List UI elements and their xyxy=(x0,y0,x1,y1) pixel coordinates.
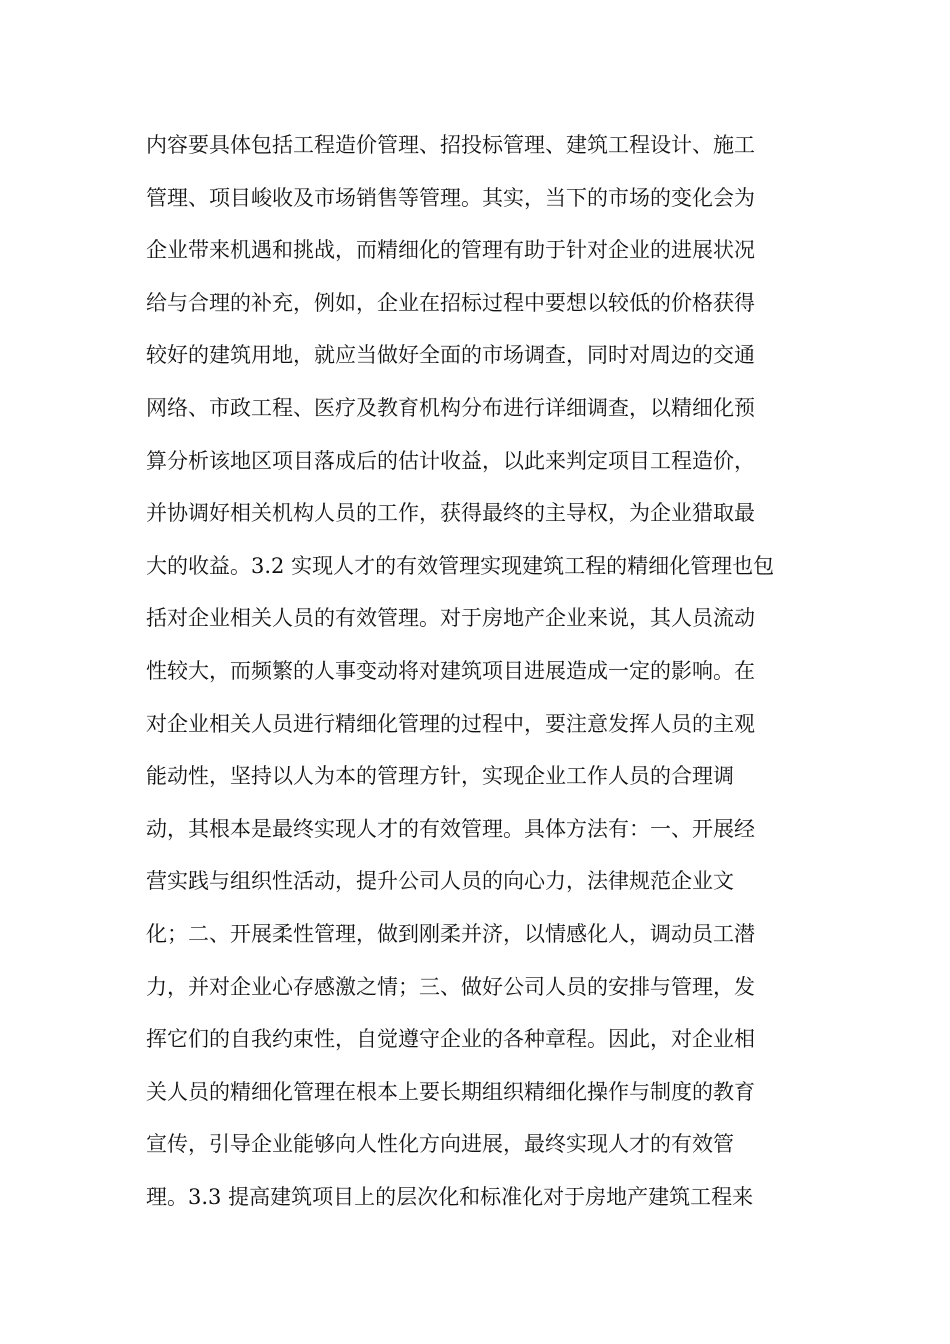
text-line: 宣传，引导企业能够向人性化方向进展，最终实现人才的有效管 xyxy=(146,1132,734,1157)
text-line: 大的收益。3.2 实现人才的有效管理实现建筑工程的精细化管理也包 xyxy=(146,553,775,578)
text-line: 性较大，而频繁的人事变动将对建筑项目进展造成一定的影响。在 xyxy=(146,658,755,683)
text-line: 管理、项目峻收及市场销售等管理。其实，当下的市场的变化会为 xyxy=(146,185,755,210)
text-line: 力，并对企业心存感激之情；三、做好公司人员的安排与管理，发 xyxy=(146,974,755,999)
text-line: 较好的建筑用地，就应当做好全面的市场调查，同时对周边的交通 xyxy=(146,343,755,368)
text-line: 网络、市政工程、医疗及教育机构分布进行详细调查，以精细化预 xyxy=(146,395,755,420)
text-line: 动，其根本是最终实现人才的有效管理。具体方法有：一、开展经 xyxy=(146,816,755,841)
text-line: 化；二、开展柔性管理，做到刚柔并济，以情感化人，调动员工潜 xyxy=(146,921,755,946)
text-line: 并协调好相关机构人员的工作，获得最终的主导权，为企业猎取最 xyxy=(146,501,755,526)
text-line: 能动性，坚持以人为本的管理方针，实现企业工作人员的合理调 xyxy=(146,764,734,789)
text-line: 内容要具体包括工程造价管理、招投标管理、建筑工程设计、施工 xyxy=(146,133,755,157)
body-paragraph xyxy=(146,119,806,1223)
text-line: 括对企业相关人员的有效管理。对于房地产企业来说，其人员流动 xyxy=(146,606,755,631)
text-line: 算分析该地区项目落成后的估计收益，以此来判定项目工程造价， xyxy=(146,448,755,473)
text-line: 对企业相关人员进行精细化管理的过程中，要注意发挥人员的主观 xyxy=(146,711,755,736)
text-line: 企业带来机遇和挑战，而精细化的管理有助于针对企业的进展状况 xyxy=(146,238,755,263)
text-line: 挥它们的自我约束性，自觉遵守企业的各种章程。因此，对企业相 xyxy=(146,1027,755,1052)
text-line: 给与合理的补充，例如，企业在招标过程中要想以较低的价格获得 xyxy=(146,290,755,315)
text-line: 营实践与组织性活动，提升公司人员的向心力，法律规范企业文 xyxy=(146,869,734,894)
text-line: 关人员的精细化管理在根本上要长期组织精细化操作与制度的教育 xyxy=(146,1079,755,1104)
text-line: 理。3.3 提高建筑项目上的层次化和标准化对于房地产建筑工程来 xyxy=(146,1184,754,1209)
